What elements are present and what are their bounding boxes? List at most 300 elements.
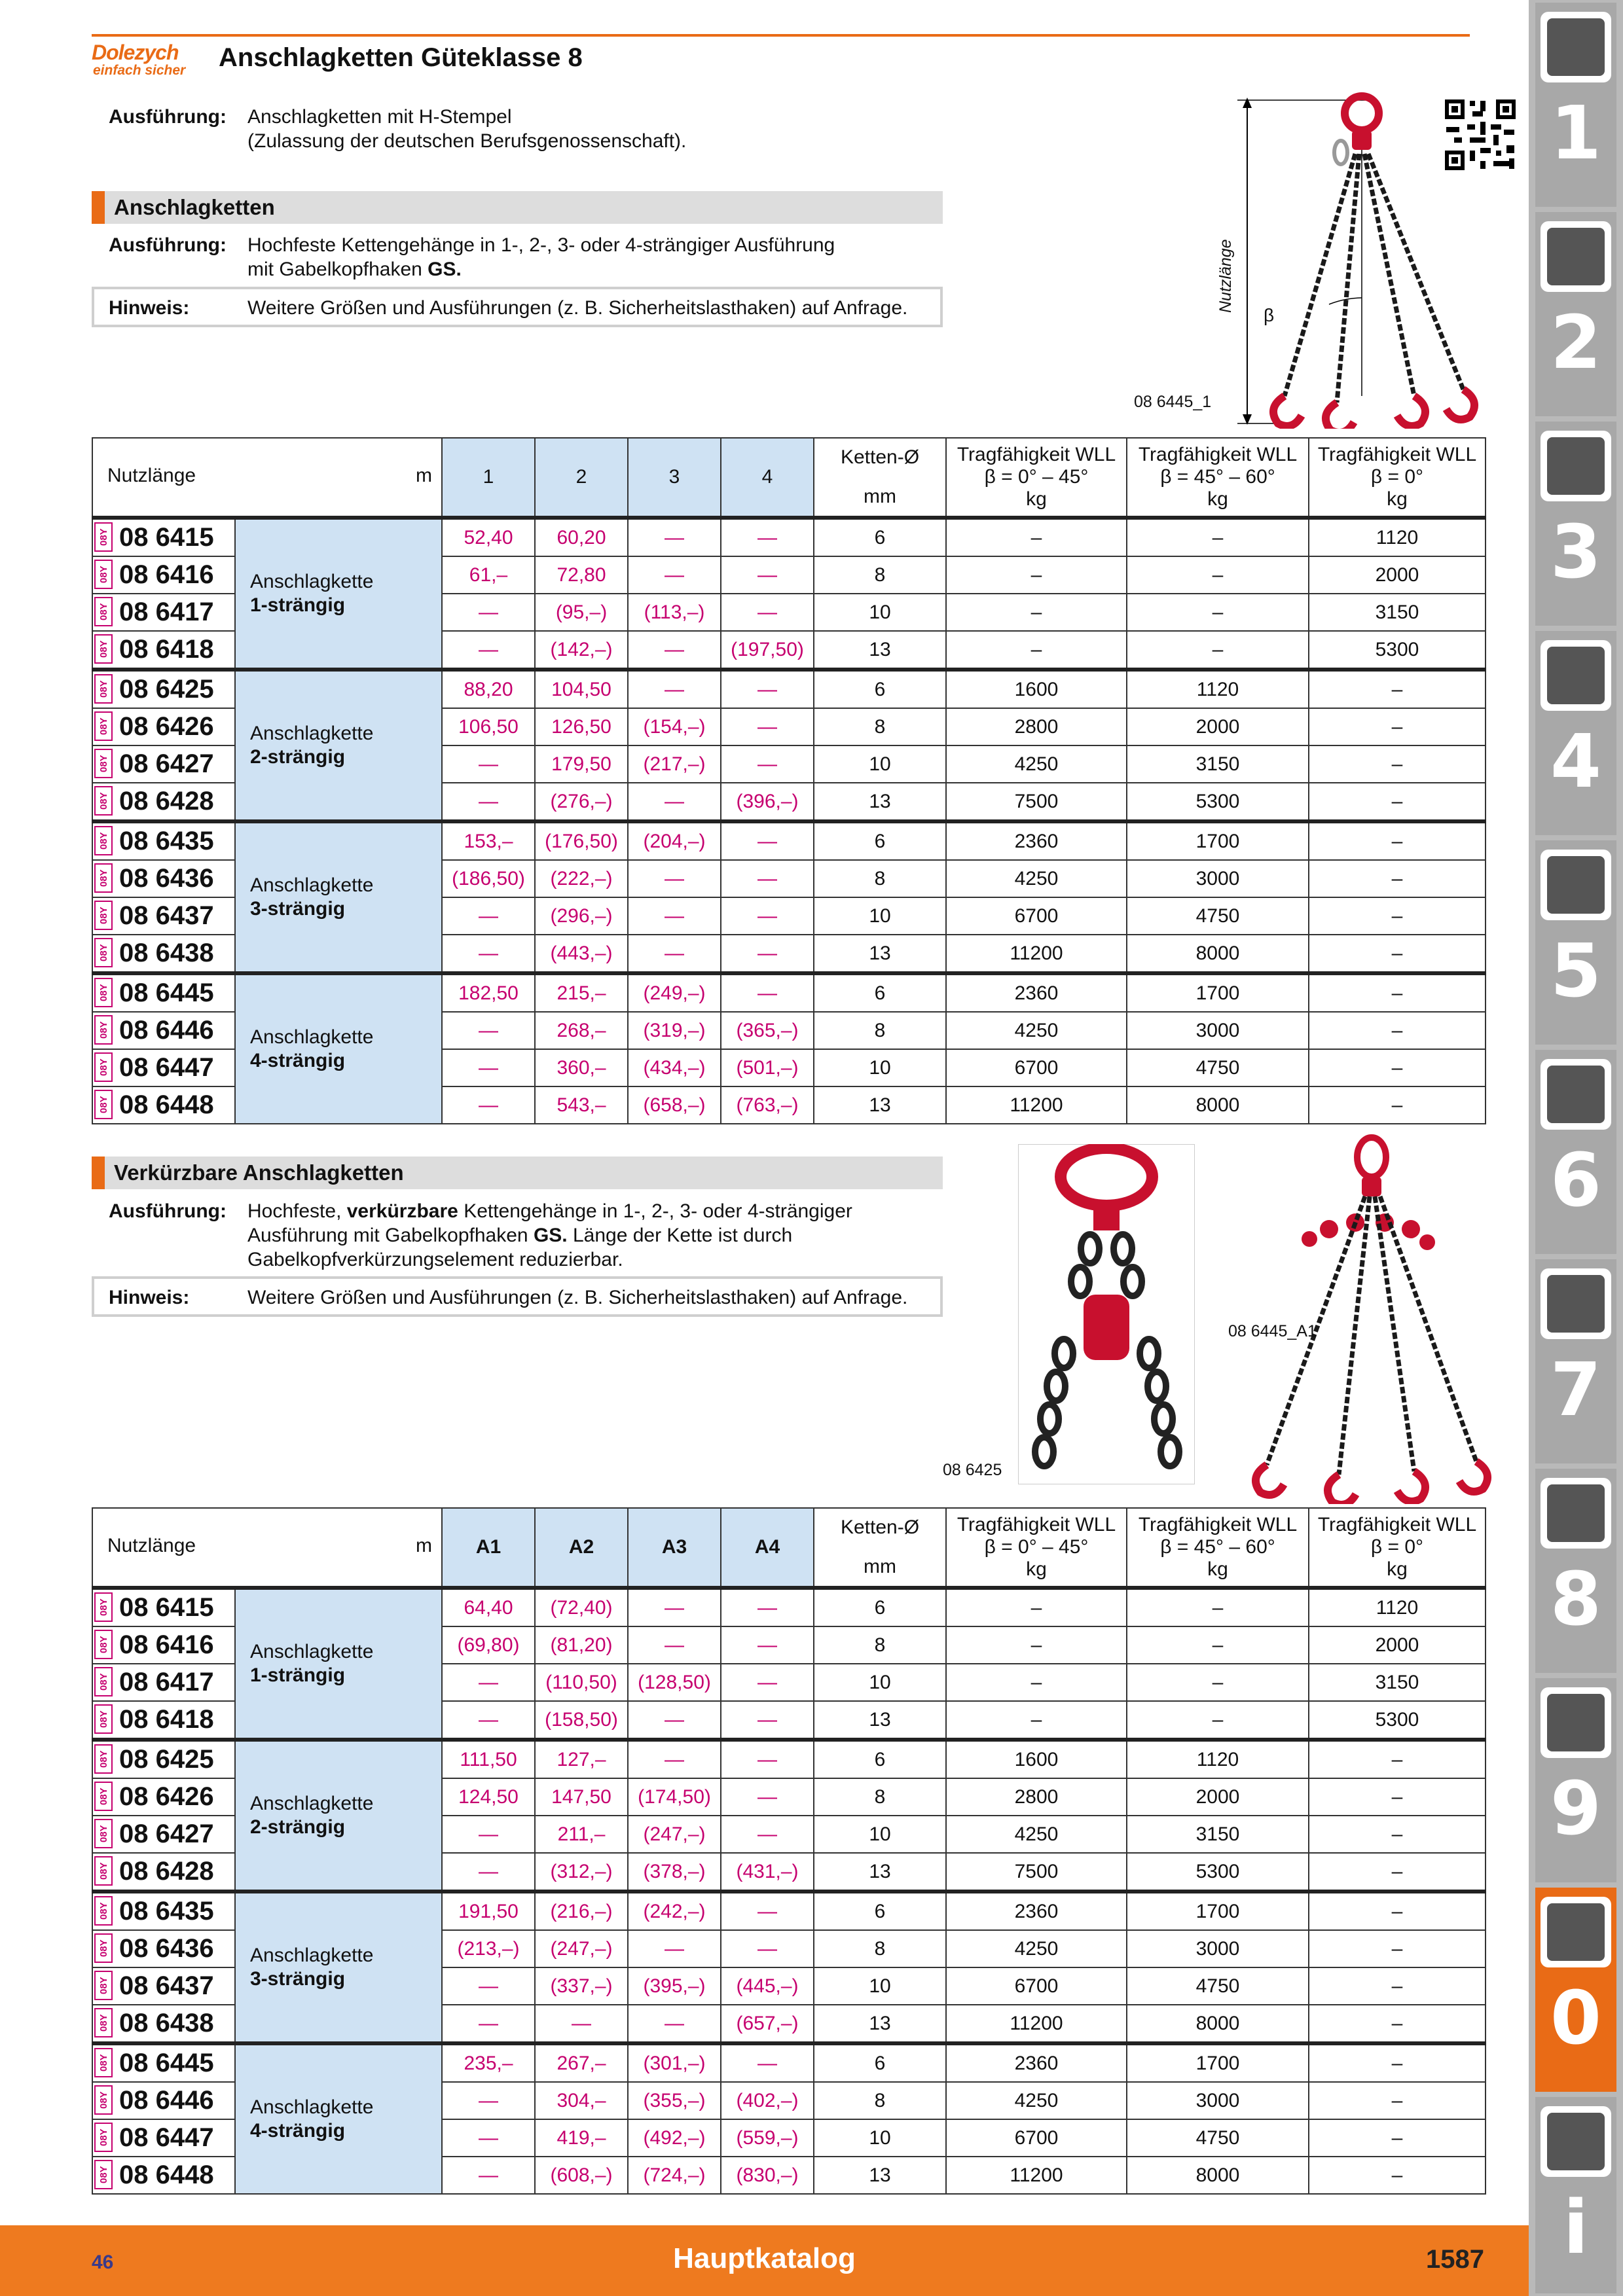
price-cell: —: [628, 1626, 721, 1664]
price-cell: —: [442, 594, 535, 631]
price-cell: 268,–: [535, 1012, 628, 1049]
price-cell: 179,50: [535, 745, 628, 783]
wll-0-cell: 3150: [1309, 1664, 1486, 1701]
chain-diameter-cell: 6: [814, 973, 946, 1012]
price-cell: —: [721, 594, 814, 631]
wll-0-45-cell: 2360: [946, 821, 1127, 860]
product-type: Anschlagkette: [250, 723, 374, 744]
chain-diameter-cell: 8: [814, 1778, 946, 1816]
quality-grade-badge: 08Y: [94, 1630, 113, 1659]
section1-hint-label: Hinweis:: [109, 297, 190, 319]
price-cell: —: [721, 973, 814, 1012]
chapter-tab-6[interactable]: [1535, 1050, 1616, 1254]
wll-0-cell: –: [1309, 670, 1486, 708]
article-code: 08 6418: [119, 1705, 214, 1734]
chapter-tab-i[interactable]: [1535, 2097, 1616, 2293]
wll-45-60-cell: –: [1127, 518, 1309, 556]
price-cell: (69,80): [442, 1626, 535, 1664]
table1-header-wll1: Tragfähigkeit WLL β = 0° – 45° kg: [946, 438, 1127, 518]
article-code: 08 6425: [119, 675, 214, 704]
workshop-tools-icon: [1541, 1478, 1611, 1549]
price-cell: (113,–): [628, 594, 721, 631]
wll-45-60-cell: 4750: [1127, 1049, 1309, 1086]
price-cell: —: [628, 1930, 721, 1967]
logo-line1: Dolezych: [92, 41, 179, 64]
section2-ausf-label: Ausführung:: [109, 1200, 227, 1222]
product-type: Anschlagkette: [250, 874, 374, 896]
article-code: 08 6436: [119, 864, 214, 893]
table-row: [92, 518, 1486, 556]
chapter-tab-9[interactable]: [1535, 1678, 1616, 1882]
article-code: 08 6445: [119, 978, 214, 1007]
price-cell: (128,50): [628, 1664, 721, 1701]
chain-shortener-closeup-image: [1018, 1144, 1195, 1484]
quality-grade-badge: 08Y: [94, 1933, 113, 1963]
wll-45-60-cell: –: [1127, 1701, 1309, 1740]
wll-0-45-cell: 6700: [946, 1967, 1127, 2005]
section1-hint-text: Weitere Größen und Ausführungen (z. B. Sicherheitslasthaken) auf Anfrage.: [247, 297, 908, 319]
price-cell: (559,–): [721, 2119, 814, 2157]
product-type: Anschlagkette: [250, 1945, 374, 1966]
wll-45-60-cell: 1120: [1127, 670, 1309, 708]
wll-45-60-cell: –: [1127, 1626, 1309, 1664]
price-cell: —: [721, 670, 814, 708]
table2-header-wll3: Tragfähigkeit WLL β = 0° kg: [1309, 1508, 1486, 1588]
price-cell: (365,–): [721, 1012, 814, 1049]
chain-diameter-cell: 10: [814, 745, 946, 783]
table2-header-wll2: Tragfähigkeit WLL β = 45° – 60° kg: [1127, 1508, 1309, 1588]
intro-line2: (Zulassung der deutschen Berufsgenossenschaft).: [247, 130, 687, 152]
quality-grade-badge: 08Y: [94, 1896, 113, 1926]
price-cell: (657,–): [721, 2005, 814, 2043]
price-cell: —: [442, 783, 535, 821]
chapter-tab-7[interactable]: [1535, 1259, 1616, 1463]
price-cell: (186,50): [442, 860, 535, 897]
price-cell: —: [442, 631, 535, 670]
wll-45-60-cell: 8000: [1127, 2005, 1309, 2043]
wll-0-cell: 3150: [1309, 594, 1486, 631]
article-number: [92, 631, 235, 670]
article-code: 08 6445: [119, 2049, 214, 2077]
price-cell: (276,–): [535, 783, 628, 821]
quality-grade-badge: 08Y: [94, 597, 113, 626]
price-cell: —: [721, 821, 814, 860]
wll-0-cell: –: [1309, 2082, 1486, 2119]
price-cell: (434,–): [628, 1049, 721, 1086]
price-cell: (222,–): [535, 860, 628, 897]
intro-text: [247, 105, 686, 153]
table2-header-unit: m: [416, 1535, 432, 1556]
wll-45-60-cell: 5300: [1127, 783, 1309, 821]
wll-0-45-cell: 4250: [946, 860, 1127, 897]
price-cell: —: [628, 1588, 721, 1626]
table1-header-col4: 4: [721, 438, 814, 518]
section1-hint-box: [92, 287, 943, 327]
wll-0-cell: 1120: [1309, 518, 1486, 556]
article-code: 08 6435: [119, 1897, 214, 1926]
price-cell: 211,–: [535, 1816, 628, 1853]
price-cell: (204,–): [628, 821, 721, 860]
footer-page-left: 46: [92, 2251, 114, 2273]
chain-diameter-cell: 13: [814, 1853, 946, 1892]
price-cell: 106,50: [442, 708, 535, 745]
wll-0-cell: 5300: [1309, 631, 1486, 670]
price-cell: 419,–: [535, 2119, 628, 2157]
price-cell: 215,–: [535, 973, 628, 1012]
price-cell: 182,50: [442, 973, 535, 1012]
price-cell: 127,–: [535, 1740, 628, 1778]
quality-grade-badge: 08Y: [94, 1782, 113, 1811]
price-cell: (355,–): [628, 2082, 721, 2119]
wll-0-45-cell: 6700: [946, 1049, 1127, 1086]
quality-grade-badge: 08Y: [94, 1592, 113, 1622]
chapter-tab-1[interactable]: [1535, 3, 1616, 207]
chapter-tab-8[interactable]: [1535, 1469, 1616, 1673]
price-table-standard: [92, 437, 1486, 1124]
logo-line2: einfach sicher: [93, 63, 186, 78]
section1-ausf-line2: mit Gabelkopfhaken: [247, 259, 428, 280]
price-cell: —: [628, 897, 721, 935]
wll-0-cell: –: [1309, 1853, 1486, 1892]
article-number: [92, 821, 235, 860]
product-legs: 4-strängig: [250, 1050, 346, 1071]
price-cell: (395,–): [628, 1967, 721, 2005]
wll-45-60-cell: 1700: [1127, 821, 1309, 860]
price-cell: —: [628, 670, 721, 708]
article-code: 08 6426: [119, 712, 214, 741]
product-legs: 3-strängig: [250, 1968, 346, 1990]
price-cell: (249,–): [628, 973, 721, 1012]
chapter-tab-5[interactable]: [1535, 840, 1616, 1045]
price-cell: (396,–): [721, 783, 814, 821]
product-legs: 2-strängig: [250, 1816, 346, 1838]
wll-45-60-cell: 3150: [1127, 745, 1309, 783]
wll-0-45-cell: –: [946, 518, 1127, 556]
price-cell: (242,–): [628, 1892, 721, 1930]
wll-45-60-cell: 3000: [1127, 1930, 1309, 1967]
price-cell: (724,–): [628, 2157, 721, 2194]
price-cell: (142,–): [535, 631, 628, 670]
price-cell: (445,–): [721, 1967, 814, 2005]
price-cell: —: [442, 1086, 535, 1124]
price-cell: —: [721, 1664, 814, 1701]
article-number: [92, 1740, 235, 1778]
table1-header-wll3: Tragfähigkeit WLL β = 0° kg: [1309, 438, 1486, 518]
quality-grade-badge: 08Y: [94, 711, 113, 741]
price-cell: 104,50: [535, 670, 628, 708]
image1-angle-label: β: [1264, 305, 1275, 325]
chain-diameter-cell: 8: [814, 860, 946, 897]
price-cell: —: [721, 518, 814, 556]
wll-0-45-cell: –: [946, 1626, 1127, 1664]
price-cell: —: [628, 1701, 721, 1740]
price-cell: —: [628, 935, 721, 973]
article-code: 08 6447: [119, 1053, 214, 1082]
price-cell: (247,–): [535, 1930, 628, 1967]
article-code: 08 6436: [119, 1934, 214, 1963]
article-code: 08 6428: [119, 1857, 214, 1886]
article-number: [92, 1967, 235, 2005]
wll-0-cell: –: [1309, 1086, 1486, 1124]
table2-header-wll1: Tragfähigkeit WLL β = 0° – 45° kg: [946, 1508, 1127, 1588]
article-number: [92, 2082, 235, 2119]
price-cell: 111,50: [442, 1740, 535, 1778]
chain-diameter-cell: 13: [814, 783, 946, 821]
quality-grade-badge: 08Y: [94, 749, 113, 778]
chapter-tab-2[interactable]: [1535, 212, 1616, 416]
price-cell: 191,50: [442, 1892, 535, 1930]
wll-45-60-cell: 1700: [1127, 2043, 1309, 2082]
quality-grade-badge: 08Y: [94, 1704, 113, 1734]
quality-grade-badge: 08Y: [94, 674, 113, 704]
chain-diameter-cell: 13: [814, 631, 946, 670]
article-number: [92, 556, 235, 594]
table2-header-col4: A4: [721, 1508, 814, 1588]
section2-hint-text: Weitere Größen und Ausführungen (z. B. Sicherheitslasthaken) auf Anfrage.: [247, 1287, 908, 1308]
quality-grade-badge: 08Y: [94, 786, 113, 816]
chapter-tab-0[interactable]: [1535, 1888, 1616, 2092]
price-cell: —: [721, 2043, 814, 2082]
image3-caption: 08 6445_A1: [1228, 1322, 1317, 1340]
wll-0-cell: –: [1309, 2119, 1486, 2157]
quality-grade-badge: 08Y: [94, 863, 113, 893]
table2-header-diameter: Ketten-Ø mm: [814, 1508, 946, 1588]
section2-title: Verkürzbare Anschlagketten: [92, 1157, 943, 1189]
price-table-shortenable: [92, 1507, 1486, 2195]
section2-hint-box: [92, 1276, 943, 1317]
price-cell: (608,–): [535, 2157, 628, 2194]
chain-diameter-cell: 8: [814, 708, 946, 745]
article-number: [92, 708, 235, 745]
price-cell: —: [628, 1740, 721, 1778]
article-code: 08 6425: [119, 1745, 214, 1774]
price-cell: 126,50: [535, 708, 628, 745]
wll-45-60-cell: 1700: [1127, 973, 1309, 1012]
quality-grade-badge: 08Y: [94, 1819, 113, 1848]
wll-45-60-cell: 2000: [1127, 708, 1309, 745]
article-code: 08 6416: [119, 1630, 214, 1659]
price-cell: (319,–): [628, 1012, 721, 1049]
chain-diameter-cell: 13: [814, 2005, 946, 2043]
wll-0-45-cell: 1600: [946, 1740, 1127, 1778]
article-code: 08 6437: [119, 901, 214, 930]
chain-diameter-cell: 6: [814, 821, 946, 860]
section1-ausf-bold: GS.: [428, 259, 462, 280]
wll-45-60-cell: 4750: [1127, 1967, 1309, 2005]
wll-45-60-cell: 3000: [1127, 2082, 1309, 2119]
wll-45-60-cell: 5300: [1127, 1853, 1309, 1892]
quality-grade-badge: 08Y: [94, 2008, 113, 2037]
product-legs: 3-strängig: [250, 898, 346, 920]
quality-grade-badge: 08Y: [94, 522, 113, 552]
wll-0-45-cell: 11200: [946, 935, 1127, 973]
article-number: [92, 594, 235, 631]
table2-header-col1: A1: [442, 1508, 535, 1588]
price-cell: —: [442, 745, 535, 783]
quality-grade-badge: 08Y: [94, 2085, 113, 2115]
table-row: [92, 1588, 1486, 1626]
wll-0-45-cell: 7500: [946, 783, 1127, 821]
table2-header-col3: A3: [628, 1508, 721, 1588]
brand-logo: [92, 41, 203, 80]
price-cell: —: [442, 1049, 535, 1086]
price-cell: —: [721, 1816, 814, 1853]
product-description: [235, 821, 442, 973]
wll-0-45-cell: 4250: [946, 745, 1127, 783]
page-footer: [0, 2225, 1529, 2296]
wll-0-45-cell: 4250: [946, 1012, 1127, 1049]
image2-caption: 08 6425: [943, 1461, 1002, 1479]
article-number: [92, 860, 235, 897]
price-cell: —: [442, 897, 535, 935]
wll-0-cell: –: [1309, 2043, 1486, 2082]
wll-45-60-cell: 8000: [1127, 935, 1309, 973]
caliper-icon: [1541, 640, 1611, 711]
product-type: Anschlagkette: [250, 2096, 374, 2118]
article-code: 08 6415: [119, 523, 214, 552]
price-cell: (197,50): [721, 631, 814, 670]
price-cell: 360,–: [535, 1049, 628, 1086]
price-cell: (110,50): [535, 1664, 628, 1701]
price-cell: (443,–): [535, 935, 628, 973]
price-cell: (402,–): [721, 2082, 814, 2119]
price-cell: —: [442, 2082, 535, 2119]
chapter-number: 4: [1550, 719, 1601, 804]
article-code: 08 6448: [119, 1090, 214, 1119]
product-description: [235, 1740, 442, 1892]
price-cell: (301,–): [628, 2043, 721, 2082]
article-number: [92, 897, 235, 935]
wll-45-60-cell: –: [1127, 631, 1309, 670]
chapter-number: 2: [1550, 300, 1601, 386]
table1-header-nutz: [92, 438, 442, 518]
chapter-number: i: [1563, 2185, 1589, 2270]
chain-diameter-cell: 10: [814, 1967, 946, 2005]
chapter-tab-4[interactable]: [1535, 631, 1616, 835]
wll-0-45-cell: 2360: [946, 1892, 1127, 1930]
wll-0-45-cell: 4250: [946, 1930, 1127, 1967]
section2-ausf-text: Hochfeste, verkürzbare Kettengehänge in 1-, 2-, 3- oder 4-strängiger Ausführung mit Gabelkopfhaken GS. Länge der Kette ist durch Gabelkopfverkürzungselement reduzierbar.: [247, 1200, 852, 1270]
price-cell: —: [442, 1012, 535, 1049]
chain-diameter-cell: 8: [814, 1012, 946, 1049]
wll-45-60-cell: 4750: [1127, 897, 1309, 935]
price-cell: —: [442, 2005, 535, 2043]
article-number: [92, 973, 235, 1012]
price-cell: —: [535, 2005, 628, 2043]
info-icon: [1541, 2106, 1611, 2177]
wll-0-cell: –: [1309, 935, 1486, 973]
price-cell: —: [721, 860, 814, 897]
product-description: [235, 518, 442, 670]
table-row: [92, 1892, 1486, 1930]
article-code: 08 6448: [119, 2161, 214, 2189]
quality-grade-badge: 08Y: [94, 978, 113, 1007]
table1-header-nutz-label: Nutzlänge: [107, 465, 196, 486]
product-description: [235, 1588, 442, 1740]
price-cell: (81,20): [535, 1626, 628, 1664]
chain-diameter-cell: 6: [814, 1892, 946, 1930]
wll-45-60-cell: 8000: [1127, 2157, 1309, 2194]
page-title: Anschlagketten Güteklasse 8: [219, 43, 583, 72]
article-code: 08 6438: [119, 939, 214, 967]
product-type: Anschlagkette: [250, 571, 374, 592]
section1-ausf-line1: Hochfeste Kettengehänge in 1-, 2-, 3- oder 4-strängiger Ausführung: [247, 234, 835, 256]
wll-0-cell: 2000: [1309, 1626, 1486, 1664]
wll-45-60-cell: –: [1127, 1664, 1309, 1701]
price-cell: —: [721, 556, 814, 594]
product-type: Anschlagkette: [250, 1026, 374, 1048]
pliers-hammer-icon: [1541, 1268, 1611, 1339]
quality-grade-badge: 08Y: [94, 1744, 113, 1774]
article-number: [92, 2005, 235, 2043]
article-number: [92, 745, 235, 783]
price-cell: 153,–: [442, 821, 535, 860]
chapter-number: 0: [1550, 1976, 1601, 2061]
chain-diameter-cell: 8: [814, 1930, 946, 1967]
wll-45-60-cell: –: [1127, 594, 1309, 631]
price-cell: (378,–): [628, 1853, 721, 1892]
article-number: [92, 783, 235, 821]
price-cell: —: [721, 1588, 814, 1626]
product-description: [235, 2043, 442, 2194]
price-cell: —: [442, 935, 535, 973]
chain-diameter-cell: 10: [814, 1049, 946, 1086]
price-cell: —: [721, 897, 814, 935]
wll-0-cell: –: [1309, 973, 1486, 1012]
article-number: [92, 670, 235, 708]
price-cell: (174,50): [628, 1778, 721, 1816]
wll-0-45-cell: 11200: [946, 1086, 1127, 1124]
table-row: [92, 821, 1486, 860]
wll-0-45-cell: 11200: [946, 2005, 1127, 2043]
chain-diameter-cell: 13: [814, 935, 946, 973]
price-cell: 72,80: [535, 556, 628, 594]
price-cell: (763,–): [721, 1086, 814, 1124]
article-code: 08 6418: [119, 635, 214, 664]
image1-caption: 08 6445_1: [1134, 393, 1212, 411]
price-cell: (431,–): [721, 1853, 814, 1892]
chain-diameter-cell: 6: [814, 670, 946, 708]
intro-line1: Anschlagketten mit H-Stempel: [247, 106, 512, 128]
price-cell: —: [628, 783, 721, 821]
price-cell: (658,–): [628, 1086, 721, 1124]
price-cell: (154,–): [628, 708, 721, 745]
wll-45-60-cell: 3000: [1127, 860, 1309, 897]
article-code: 08 6446: [119, 1016, 214, 1045]
price-cell: (213,–): [442, 1930, 535, 1967]
article-number: [92, 1778, 235, 1816]
price-cell: —: [721, 1778, 814, 1816]
price-cell: —: [721, 1930, 814, 1967]
section2-hint-label: Hinweis:: [109, 1287, 190, 1308]
wll-45-60-cell: 8000: [1127, 1086, 1309, 1124]
wll-45-60-cell: 3000: [1127, 1012, 1309, 1049]
wll-0-45-cell: 6700: [946, 2119, 1127, 2157]
chain-sling-4leg-image: [1133, 88, 1486, 429]
product-description: [235, 670, 442, 821]
table-row: [92, 1740, 1486, 1778]
table-row: [92, 973, 1486, 1012]
chapter-tab-3[interactable]: [1535, 422, 1616, 626]
article-code: 08 6447: [119, 2123, 214, 2152]
price-cell: —: [442, 1664, 535, 1701]
chain-diameter-cell: 6: [814, 518, 946, 556]
chain-diameter-cell: 10: [814, 594, 946, 631]
wll-0-45-cell: 2360: [946, 973, 1127, 1012]
article-number: [92, 1588, 235, 1626]
article-number: [92, 2043, 235, 2082]
table2-header-nutz: [92, 1508, 442, 1588]
